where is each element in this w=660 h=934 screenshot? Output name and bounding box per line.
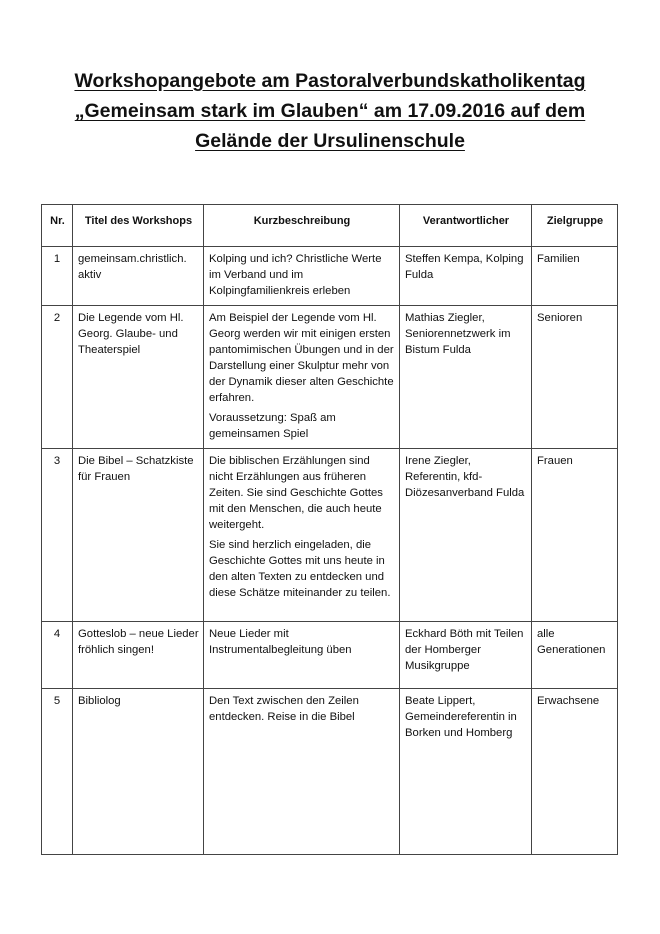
cell-titel: Die Legende vom Hl. Georg. Glaube- und Theaterspiel — [73, 306, 204, 449]
cell-beschreibung — [204, 306, 400, 449]
cell-beschreibung — [204, 247, 400, 306]
cell-beschreibung — [204, 689, 400, 855]
cell-verantwortlicher: Mathias Ziegler, Seniorennetzwerk im Bistum Fulda — [400, 306, 532, 449]
cell-verantwortlicher: Beate Lippert, Gemeindereferentin in Borken und Homberg — [400, 689, 532, 855]
header-kurzbeschreibung: Kurzbeschreibung — [204, 205, 400, 247]
description-paragraph: Die biblischen Erzählungen sind nicht Erzählungen aus früheren Zeiten. Sie sind Geschichte Gottes mit den Menschen, die auch heute weitergeht. — [209, 455, 383, 531]
table-header-row — [42, 205, 618, 247]
cell-titel: gemeinsam.christlich. aktiv — [73, 247, 204, 306]
cell-verantwortlicher: Eckhard Böth mit Teilen der Homberger Musikgruppe — [400, 622, 532, 689]
cell-beschreibung — [204, 622, 400, 689]
workshop-table — [41, 204, 618, 855]
cell-beschreibung — [204, 449, 400, 622]
description-paragraph: Neue Lieder mit Instrumentalbegleitung üben — [209, 628, 352, 656]
table-row — [42, 247, 618, 306]
header-verantwortlicher: Verantwortlicher — [400, 205, 532, 247]
description-paragraph: Kolping und ich? Christliche Werte im Verband und im Kolpingfamilienkreis erleben — [209, 253, 382, 297]
table-row — [42, 622, 618, 689]
title-line-1: Workshopangebote am Pastoralverbundskatholikentag — [74, 70, 586, 92]
header-nr: Nr. — [42, 205, 73, 247]
cell-nr: 4 — [42, 622, 73, 689]
cell-nr: 1 — [42, 247, 73, 306]
header-zielgruppe: Zielgruppe — [532, 205, 618, 247]
table-row — [42, 306, 618, 449]
cell-titel: Die Bibel – Schatzkiste für Frauen — [73, 449, 204, 622]
cell-nr: 2 — [42, 306, 73, 449]
header-titel: Titel des Workshops — [73, 205, 204, 247]
table-row — [42, 689, 618, 855]
cell-zielgruppe: alle Generationen — [532, 622, 618, 689]
title-line-2: „Gemeinsam stark im Glauben“ am 17.09.2016 auf dem — [74, 100, 586, 122]
cell-nr: 3 — [42, 449, 73, 622]
table-row — [42, 449, 618, 622]
cell-verantwortlicher: Irene Ziegler, Referentin, kfd-Diözesanverband Fulda — [400, 449, 532, 622]
description-paragraph: Voraussetzung: Spaß am gemeinsamen Spiel — [209, 412, 336, 440]
cell-zielgruppe: Erwachsene — [532, 689, 618, 855]
cell-titel: Gotteslob – neue Lieder fröhlich singen! — [73, 622, 204, 689]
document-title — [40, 66, 620, 156]
cell-nr: 5 — [42, 689, 73, 855]
cell-verantwortlicher: Steffen Kempa, Kolping Fulda — [400, 247, 532, 306]
description-paragraph: Den Text zwischen den Zeilen entdecken. Reise in die Bibel — [209, 695, 359, 723]
cell-zielgruppe: Senioren — [532, 306, 618, 449]
cell-zielgruppe: Frauen — [532, 449, 618, 622]
description-paragraph: Sie sind herzlich eingeladen, die Geschichte Gottes mit uns heute in den alten Texten zu entdecken und diese Schätze miteinander zu teilen. — [209, 539, 391, 599]
cell-zielgruppe: Familien — [532, 247, 618, 306]
title-line-3: Gelände der Ursulinenschule — [195, 130, 465, 152]
description-paragraph: Am Beispiel der Legende vom Hl. Georg werden wir mit einigen ersten pantomimischen Übungen und in der Darstellung einer Skulptur mehr von der Dynamik dieser alten Geschichte erfahren. — [209, 312, 394, 404]
cell-titel: Bibliolog — [73, 689, 204, 855]
